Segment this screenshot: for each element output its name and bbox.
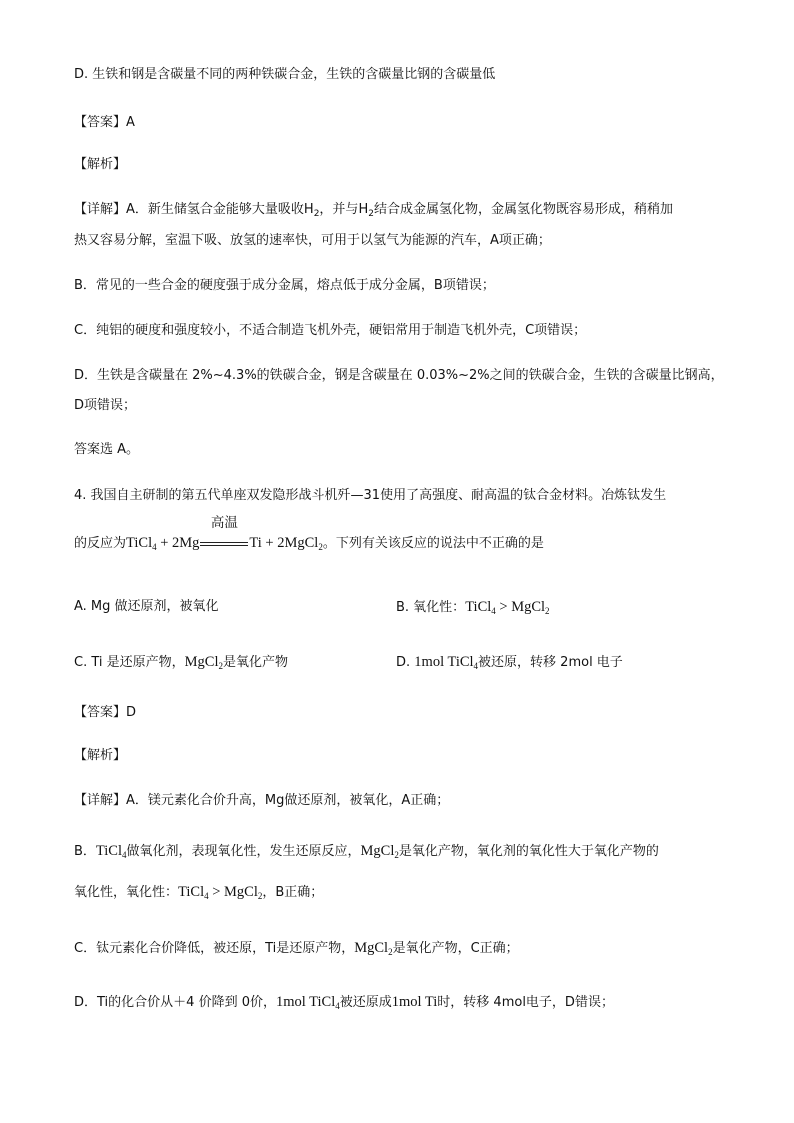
q3-answer: 【答案】A xyxy=(74,115,135,130)
q3-conclusion: 答案选 A。 xyxy=(74,442,140,457)
q3-detail-d-line1: D．生铁是含碳量在 2%~4.3%的铁碳合金，钢是含碳量在 0.03%~2%之间的铁碳合金，生铁的含碳量比钢高， xyxy=(74,368,724,383)
q3-detail-a-text1: 【详解】A．新生储氢合金能够大量吸收 xyxy=(74,202,304,217)
q4-detail-b-line2: 氧化性，氧化性：TiCl$_4$ > MgCl$_2$，B正确； xyxy=(74,884,324,901)
q4-stem-line1: 4. 我国自主研制的第五代单座双发隐形战斗机歼—31使用了高强度、耐高温的钛合金材料。冶炼钛发生 xyxy=(74,488,667,503)
h2-formula: $H_2$ xyxy=(358,202,374,219)
reaction-equation: TiCl$_4$ + 2Mg 高温 Ti + 2MgCl$_2$ xyxy=(126,515,323,552)
reaction-condition: 高温 xyxy=(200,533,248,553)
q3-analysis-label: 【解析】 xyxy=(74,157,127,172)
q4-detail-d: D．Ti的化合价从＋4 价降到 0价，1mol TiCl$_4$被还原成1mol Ti时，转移 4mol电子，D错误； xyxy=(74,994,614,1011)
q4-detail-b-line1: B．TiCl$_4$做氧化剂，表现氧化性，发生还原反应，MgCl$_2$是氧化产物，氧化剂的氧化性大于氧化产物的 xyxy=(74,843,659,860)
h2-formula: $H_2$ xyxy=(303,202,320,219)
q3-detail-d-line2: D项错误； xyxy=(74,398,137,413)
q3-detail-a-line2: 热又容易分解，室温下吸、放氢的速率快，可用于以氢气为能源的汽车，A项正确； xyxy=(74,233,551,248)
q3-option-d: D. 生铁和钢是含碳量不同的两种铁碳合金，生铁的含碳量比钢的含碳量低 xyxy=(74,67,496,82)
q4-option-a: A. Mg 做还原剂，被氧化 xyxy=(74,599,219,614)
q3-detail-b: B．常见的一些合金的硬度强于成分金属，熔点低于成分金属，B项错误； xyxy=(74,278,495,293)
q4-detail-a: 【详解】A．镁元素化合价升高，Mg做还原剂，被氧化，A正确； xyxy=(74,793,450,808)
q3-detail-c: C．纯铝的硬度和强度较小，不适合制造飞机外壳，硬铝常用于制造飞机外壳，C项错误； xyxy=(74,323,587,338)
q4-option-d: D. 1mol TiCl$_4$被还原，转移 2mol 电子 xyxy=(396,654,623,671)
q4-stem-line2: 的反应为TiCl$_4$ + 2Mg 高温 Ti + 2MgCl$_2$。下列有关该反应的说法中不正确的是 xyxy=(74,515,544,552)
q4-analysis-label: 【解析】 xyxy=(74,748,127,763)
q4-option-b: B. 氧化性：TiCl$_4$ > MgCl$_2$ xyxy=(396,599,550,616)
q3-detail-a-line1: 【详解】A．新生储氢合金能够大量吸收$H_2$，并与$H_2$结合成金属氢化物，金属氢化物既容易形成，稍稍加 xyxy=(74,202,673,219)
q4-answer: 【答案】D xyxy=(74,705,137,720)
q4-option-c: C. Ti 是还原产物，MgCl$_2$是氧化产物 xyxy=(74,654,288,671)
q4-detail-c: C．钛元素化合价降低，被还原，Ti是还原产物，MgCl$_2$是氧化产物，C正确； xyxy=(74,940,519,957)
